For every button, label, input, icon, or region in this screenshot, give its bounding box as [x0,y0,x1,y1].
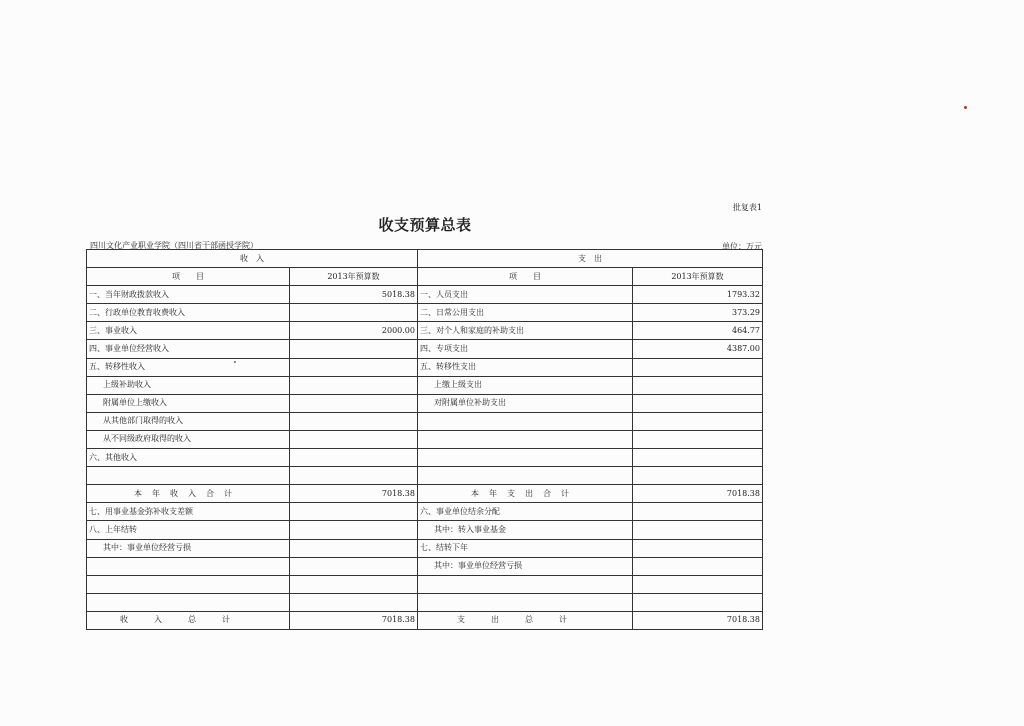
expense-subtotal-value: 7018.38 [633,485,763,503]
expense-value [633,358,763,376]
expense-budget-header: 2013年预算数 [633,268,763,286]
expense-item [418,430,633,448]
income-value [290,593,418,611]
expense-value [633,557,763,575]
expense-total-value: 7018.38 [633,611,763,629]
organization-name: 四川文化产业职业学院（四川省干部函授学院） [90,241,258,250]
income-value: 2000.00 [290,322,418,340]
income-value [290,557,418,575]
table-row [87,449,763,467]
table-row [87,430,763,448]
income-value [290,340,418,358]
income-value [290,503,418,521]
income-value [290,394,418,412]
table-row [87,575,763,593]
income-item: 其中：事业单位经营亏损 [87,539,290,557]
header-row [87,268,763,286]
income-item: 四、事业单位经营收入 [87,340,290,358]
income-value [290,539,418,557]
expense-value: 4387.00 [633,340,763,358]
income-value [290,376,418,394]
income-item: 从不同级政府取得的收入 [87,430,290,448]
expense-value [633,430,763,448]
income-total-label: 收入总计 [87,611,290,629]
expense-value [633,593,763,611]
expense-value [633,521,763,539]
expense-value [633,539,763,557]
income-value [290,430,418,448]
table-row [87,412,763,430]
expense-item: 五、转移性支出 [418,358,633,376]
table-row [87,286,763,304]
expense-value [633,376,763,394]
income-item [87,575,290,593]
expense-item: 六、事业单位结余分配 [418,503,633,521]
table-row [87,593,763,611]
income-subtotal-label: 本年收入合计 [87,485,290,503]
table-row [87,358,763,376]
income-item: 一、当年财政拨款收入 [87,286,290,304]
expense-subtotal-label: 本年支出合计 [418,485,633,503]
expense-item [418,467,633,485]
expense-value [633,467,763,485]
income-item: 五、转移性收入 [87,358,290,376]
expense-total-label: 支出总计 [418,611,633,629]
table-row [87,322,763,340]
income-header: 收 入 [87,250,418,268]
income-item: 七、用事业基金弥补收支差额 [87,503,290,521]
unit-label: 单位：万元 [722,242,762,251]
income-item: 从其他部门取得的收入 [87,412,290,430]
expense-value [633,394,763,412]
expense-item: 七、结转下年 [418,539,633,557]
income-item: 上级补助收入 [87,376,290,394]
income-item [87,557,290,575]
expense-value: 464.77 [633,322,763,340]
header-group-row [87,250,763,268]
table-row [87,557,763,575]
expense-item: 对附属单位补助支出 [418,394,633,412]
budget-summary-table [86,249,763,630]
expense-item-header: 项 目 [418,268,633,286]
income-total-value: 7018.38 [290,611,418,629]
expense-item: 三、对个人和家庭的补助支出 [418,322,633,340]
page-title: 收支预算总表 [378,216,472,234]
expense-item: 上缴上级支出 [418,376,633,394]
income-subtotal-value: 7018.38 [290,485,418,503]
table-row [87,539,763,557]
subtotal-row [87,485,763,503]
expense-value: 1793.32 [633,286,763,304]
expense-value [633,412,763,430]
total-row [87,611,763,629]
expense-item [418,593,633,611]
expense-value [633,503,763,521]
expense-item: 二、日常公用支出 [418,304,633,322]
table-row [87,467,763,485]
expense-item: 四、专项支出 [418,340,633,358]
scan-speck [234,361,236,363]
income-value [290,304,418,322]
income-value [290,575,418,593]
income-value [290,358,418,376]
table-row [87,376,763,394]
expense-item: 一、人员支出 [418,286,633,304]
expense-value [633,575,763,593]
table-row [87,521,763,539]
table-row [87,304,763,322]
expense-item: 其中：事业单位经营亏损 [418,557,633,575]
income-item: 八、上年结转 [87,521,290,539]
income-item: 二、行政单位教育收费收入 [87,304,290,322]
expense-item [418,412,633,430]
expense-value [633,449,763,467]
income-value [290,449,418,467]
expense-item [418,449,633,467]
income-item-header: 项 目 [87,268,290,286]
table-row [87,503,763,521]
income-value [290,467,418,485]
expense-item [418,575,633,593]
table-row [87,394,763,412]
form-number: 批复表1 [732,203,762,212]
income-value [290,521,418,539]
expense-item: 其中：转入事业基金 [418,521,633,539]
table-row [87,340,763,358]
expense-value: 373.29 [633,304,763,322]
income-value: 5018.38 [290,286,418,304]
income-item [87,467,290,485]
income-item: 附属单位上缴收入 [87,394,290,412]
income-item: 六、其他收入 [87,449,290,467]
income-item: 三、事业收入 [87,322,290,340]
income-value [290,412,418,430]
income-item [87,593,290,611]
income-budget-header: 2013年预算数 [290,268,418,286]
scan-speck [964,106,967,109]
expense-header: 支 出 [418,250,763,268]
